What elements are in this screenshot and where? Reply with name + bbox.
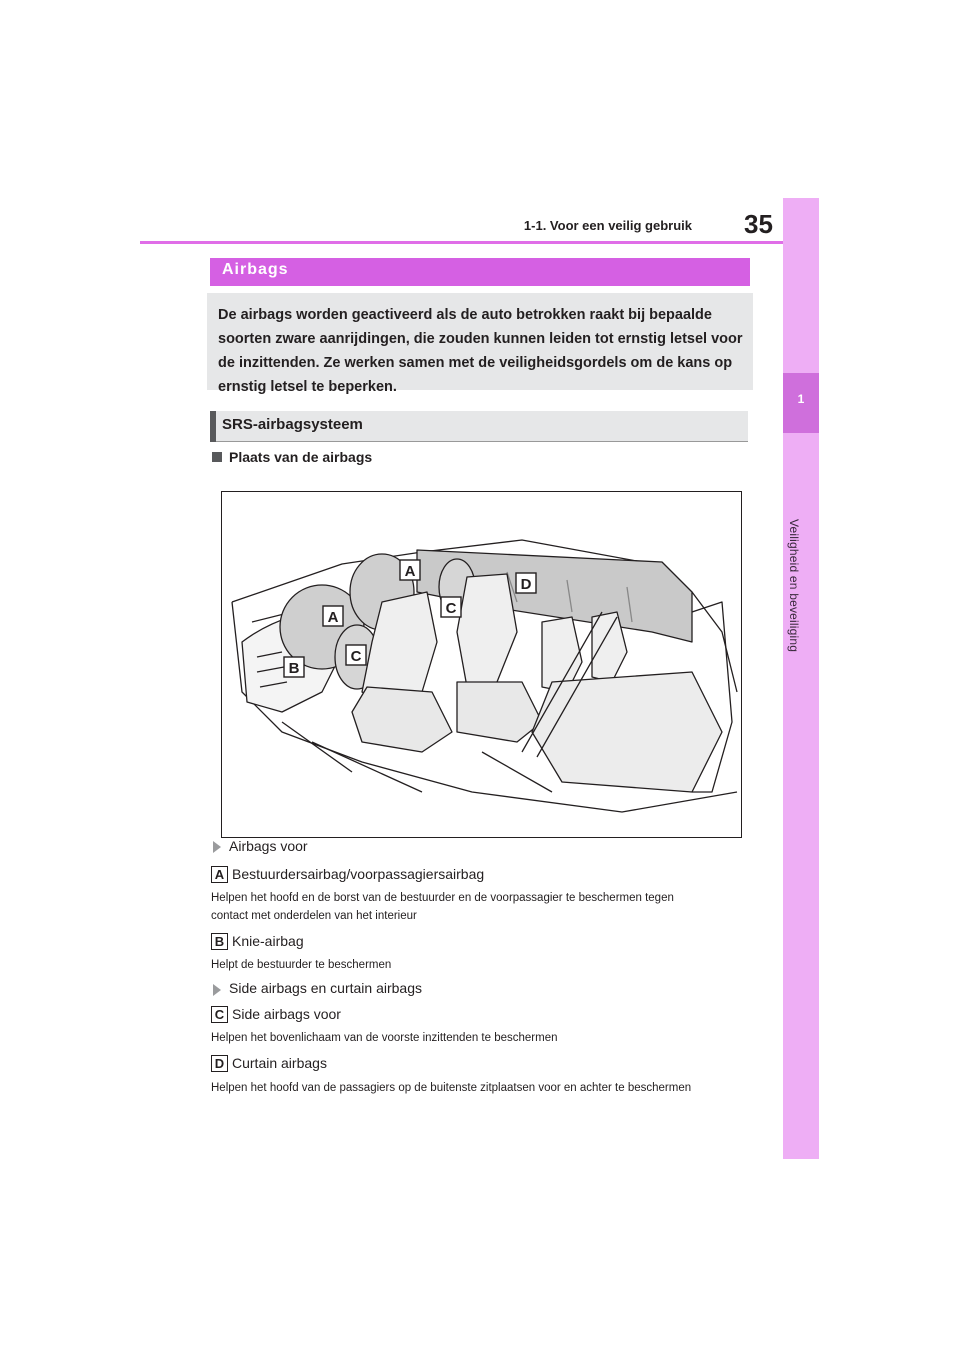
item-desc-line: Helpt de bestuurder te beschermen <box>211 959 392 971</box>
intro-line: soorten zware aanrijdingen, die zouden kunnen leiden tot ernstig letsel voor <box>218 331 743 347</box>
label-c-lower <box>346 645 366 665</box>
item-desc-c <box>211 1029 558 1047</box>
item-desc-line: Helpen het bovenlichaam van de voorste inzittenden te beschermen <box>211 1032 558 1044</box>
item-desc-line: contact met onderdelen van het interieur <box>211 910 417 922</box>
header-rule <box>140 241 783 244</box>
intro-line: De airbags worden geactiveerd als de auto betrokken raakt bij bepaalde <box>218 307 712 323</box>
intro-line: ernstig letsel te beperken. <box>218 379 397 395</box>
label-a-lower <box>323 606 343 626</box>
label-d <box>516 573 536 593</box>
letter-box-c: C <box>211 1006 228 1023</box>
intro-line: de inzittenden. Ze werken samen met de veiligheidsgordels om de kans op <box>218 355 733 371</box>
illustration-label: C <box>350 648 362 665</box>
group-side-airbags: Side airbags en curtain airbags <box>229 980 423 996</box>
illustration-label: B <box>288 660 300 677</box>
item-desc-d <box>211 1079 691 1097</box>
illustration-label: A <box>327 609 339 626</box>
item-title-d: Curtain airbags <box>232 1055 327 1071</box>
item-title-c: Side airbags voor <box>232 1006 341 1022</box>
letter-box-d: D <box>211 1055 228 1072</box>
letter-box-a: A <box>211 866 228 883</box>
banner-title: Airbags <box>222 261 289 278</box>
intro-text <box>218 303 748 399</box>
subsection-heading-bar <box>210 411 216 442</box>
illustration-label: D <box>520 576 532 593</box>
triangle-bullet-icon <box>213 984 221 996</box>
square-bullet-icon <box>212 452 222 462</box>
label-c-upper <box>441 597 461 617</box>
label-a-upper <box>400 560 420 580</box>
illustration-label: A <box>404 563 416 580</box>
letter-box-b: B <box>211 933 228 950</box>
section-title: 1-1. Voor een veilig gebruik <box>523 218 692 233</box>
chapter-side-tab <box>783 198 819 1159</box>
item-desc-b <box>211 956 391 974</box>
triangle-bullet-icon <box>213 841 221 853</box>
item-desc-a <box>211 889 674 925</box>
subsection-title: SRS-airbagsysteem <box>222 416 363 433</box>
illustration-label: C <box>445 600 457 617</box>
car-interior-drawing <box>222 492 741 837</box>
airbag-illustration <box>221 491 742 838</box>
chapter-number: 1 <box>797 392 805 406</box>
label-b <box>284 657 304 677</box>
group-front-airbags: Airbags voor <box>229 838 308 854</box>
item-title-b: Knie-airbag <box>232 933 304 949</box>
chapter-title: Veiligheid en beveiliging <box>787 519 801 653</box>
section-banner <box>210 258 750 286</box>
item-desc-line: Helpen het hoofd van de passagiers op de buitenste zitplaatsen voor en achter te beschermen <box>211 1082 692 1094</box>
page-number: 35 <box>744 209 773 239</box>
item-desc-line: Helpen het hoofd en de borst van de bestuurder en de voorpassagier te beschermen tegen <box>211 892 674 904</box>
location-heading: Plaats van de airbags <box>229 449 373 465</box>
item-title-a: Bestuurdersairbag/voorpassagiersairbag <box>232 866 485 882</box>
